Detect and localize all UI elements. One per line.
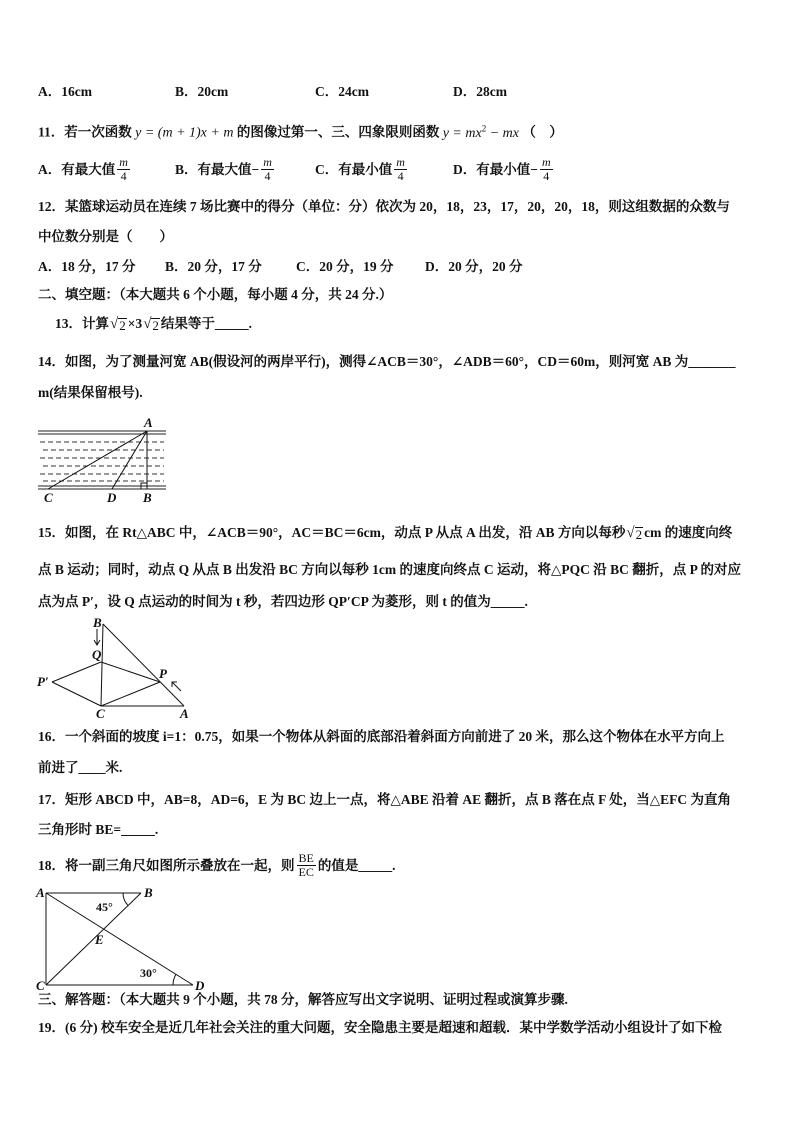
- radical-sign-icon: √: [110, 315, 119, 332]
- q11-option-c: [315, 156, 409, 183]
- q15-triangle-figure: [34, 614, 194, 722]
- set-square-lines: [46, 893, 193, 985]
- q11-answer-paren: （ ）: [522, 124, 563, 140]
- segment-ac: [48, 431, 147, 489]
- q15-sqrt: [626, 525, 643, 542]
- q13-times: ×3: [127, 316, 143, 331]
- q11-exponent: 2: [481, 123, 487, 133]
- q11-option-a-label: A．有最大值: [38, 161, 116, 177]
- q13-end: .: [248, 316, 253, 331]
- fraction-denominator: 4: [264, 169, 271, 183]
- q15-stem-line3: 点为点 P′，设 Q 点运动的时间为 t 秒，若四边形 QP′CP 为菱形，则 t 的值为_____.: [38, 594, 528, 609]
- q18-set-squares-figure: [34, 884, 206, 994]
- segment-pc: [101, 682, 160, 706]
- q11-option-b-label: B．有最大值: [175, 161, 252, 177]
- q13-sqrt-1: [110, 316, 127, 333]
- measurement-lines: [48, 431, 147, 489]
- triangle-lines: [52, 624, 184, 706]
- fraction-denominator: 4: [543, 169, 550, 183]
- fraction-numerator: m: [396, 155, 405, 169]
- q11-option-b-sign: −: [251, 161, 260, 177]
- q13-stem: [55, 314, 252, 334]
- segment-p-prime-c: [52, 682, 101, 706]
- q11-option-b: [175, 156, 276, 183]
- q13-suffix: 结果等于: [160, 316, 215, 331]
- q11-middle-text: 的图像过第一、三、四象限则函数: [236, 124, 440, 140]
- q12-option-d: D．20 分，20 分: [425, 259, 523, 274]
- q11-option-d-fraction: [540, 156, 553, 183]
- q11-option-c-fraction: [394, 156, 407, 183]
- q19-stem-line1: 19．(6 分) 校车安全是近几年社会关注的重大问题，安全隐患主要是超速和超载．某中学数学活动小组设计了如下检: [38, 1020, 722, 1035]
- angle-label-30: 30°: [140, 966, 157, 980]
- q11-option-a-fraction: [117, 156, 130, 183]
- q17-stem-line2: 三角形时 BE=_____.: [38, 822, 159, 837]
- label-c: C: [44, 490, 53, 505]
- q14-stem-line1: 14．如图，为了测量河宽 AB(假设河的两岸平行)，测得∠ACB＝30°，∠ADB＝60°，CD＝60m，则河宽 AB 为_______: [38, 354, 736, 369]
- segment-qp-prime: [52, 662, 101, 682]
- q11-option-d-sign: −: [530, 161, 538, 177]
- q12-stem-line2: 中位数分别是（ ）: [38, 229, 173, 244]
- q17-stem-line1: 17．矩形 ABCD 中，AB=8，AD=6，E 为 BC 边上一点，将△ABE 沿着 AE 翻折，点 B 落在点 F 处，当△EFC 为直角: [38, 792, 732, 807]
- fraction-numerator: m: [119, 155, 128, 169]
- segment-ad: [112, 431, 147, 489]
- q10-option-d: D．28cm: [453, 84, 507, 99]
- angle-arc-d: [173, 974, 176, 985]
- section-2-heading: 二、填空题：（本大题共 6 个小题，每小题 4 分，共 24 分.）: [38, 287, 393, 302]
- fraction-numerator: BE: [298, 851, 314, 865]
- q11-linear-function: y = (m + 1)x + m: [135, 125, 234, 141]
- fraction-denominator: 4: [397, 169, 404, 183]
- q12-option-a: A．18 分，17 分: [38, 259, 136, 274]
- label-b: B: [93, 615, 102, 630]
- segment-cb: [46, 893, 141, 985]
- radical-sign-icon: √: [626, 524, 635, 541]
- q10-option-a: A．16cm: [38, 84, 92, 99]
- segment-bc: [101, 624, 103, 706]
- label-a: A: [36, 885, 45, 900]
- q14-stem-line2: m(结果保留根号).: [38, 385, 143, 400]
- fraction-numerator: m: [541, 155, 551, 169]
- segment-qp: [101, 662, 160, 682]
- fraction-denominator: EC: [298, 865, 314, 879]
- q11-quadratic-part1: y = mx: [442, 125, 482, 141]
- q15-line1-part1: 15．如图，在 Rt△ABC 中，∠ACB＝90°，AC＝BC＝6cm，动点 P 从点 A 出发，沿 AB 方向以每秒: [38, 525, 626, 540]
- q18-suffix: 的值是_____.: [317, 857, 396, 873]
- q12-option-b: B．20 分，17 分: [165, 259, 262, 274]
- arrow-up-left-icon: [172, 682, 181, 691]
- q13-blank: _____: [214, 316, 249, 331]
- fraction-denominator: 4: [120, 169, 127, 183]
- label-c: C: [36, 978, 45, 993]
- q13-prefix: 13．计算: [55, 316, 109, 331]
- water-hatching: [40, 442, 164, 481]
- q11-option-b-fraction: [261, 156, 274, 183]
- radicand: 2: [119, 317, 126, 333]
- section-3-heading: 三、解答题：（本大题共 9 个小题，共 78 分，解答应写出文字说明、证明过程或演算步骤.: [38, 992, 568, 1007]
- label-p-prime: P′: [37, 674, 49, 689]
- label-e: E: [95, 932, 104, 947]
- q12-stem-line1: 12．某篮球运动员在连续 7 场比赛中的得分（单位：分）依次为 20，18，23，17，20，20，18，则这组数据的众数与: [38, 199, 730, 214]
- label-q: Q: [92, 647, 102, 662]
- q12-option-c: C．20 分，19 分: [296, 259, 394, 274]
- q18-prefix: 18．将一副三角尺如图所示叠放在一起，则: [38, 857, 295, 873]
- q11-option-c-label: C．有最小值: [315, 161, 393, 177]
- label-a: A: [144, 416, 153, 430]
- radicand: 2: [152, 317, 159, 333]
- angle-arc-b: [123, 893, 128, 906]
- q14-river-figure: [36, 416, 170, 508]
- q10-option-c: C．24cm: [315, 84, 369, 99]
- q11-option-d-label: D．有最小值: [453, 161, 531, 177]
- q11-prefix: 11．若一次函数: [38, 124, 132, 140]
- q18-fraction: [297, 852, 316, 879]
- radicand: 2: [635, 526, 643, 542]
- q18-stem: [38, 852, 395, 879]
- q11-option-a: [38, 156, 132, 183]
- label-d: D: [195, 978, 205, 993]
- q15-line1-part2: cm 的速度向终: [644, 525, 733, 540]
- q11-option-d: [453, 156, 555, 183]
- label-a: A: [180, 706, 189, 721]
- label-b: B: [144, 885, 153, 900]
- segment-ad: [46, 893, 193, 985]
- label-c: C: [96, 706, 105, 721]
- q13-sqrt-2: [143, 316, 160, 333]
- q11-quadratic-function: [442, 123, 519, 141]
- angle-label-45: 45°: [96, 900, 113, 914]
- q11-stem: [38, 118, 563, 144]
- radical-sign-icon: √: [143, 315, 152, 332]
- q15-stem-line2: 点 B 运动；同时，动点 Q 从点 B 出发沿 BC 方向以每秒 1cm 的速度向终点 C 运动，将△PQC 沿 BC 翻折，点 P 的对应: [38, 562, 742, 577]
- q15-stem-line1: [38, 523, 732, 543]
- q16-stem-line1: 16．一个斜面的坡度 i=1：0.75，如果一个物体从斜面的底部沿着斜面方向前进了 20 米，那么这个物体在水平方向上: [38, 729, 725, 744]
- q10-option-b: B．20cm: [175, 84, 229, 99]
- fraction-numerator: m: [263, 155, 272, 169]
- label-b: B: [143, 490, 152, 505]
- q16-stem-line2: 前进了____米.: [38, 760, 123, 775]
- motion-arrows: [94, 629, 181, 691]
- segment-ba: [103, 624, 184, 706]
- q11-quadratic-part2: − mx: [486, 125, 519, 141]
- label-d: D: [107, 490, 117, 505]
- label-p: P: [159, 666, 167, 681]
